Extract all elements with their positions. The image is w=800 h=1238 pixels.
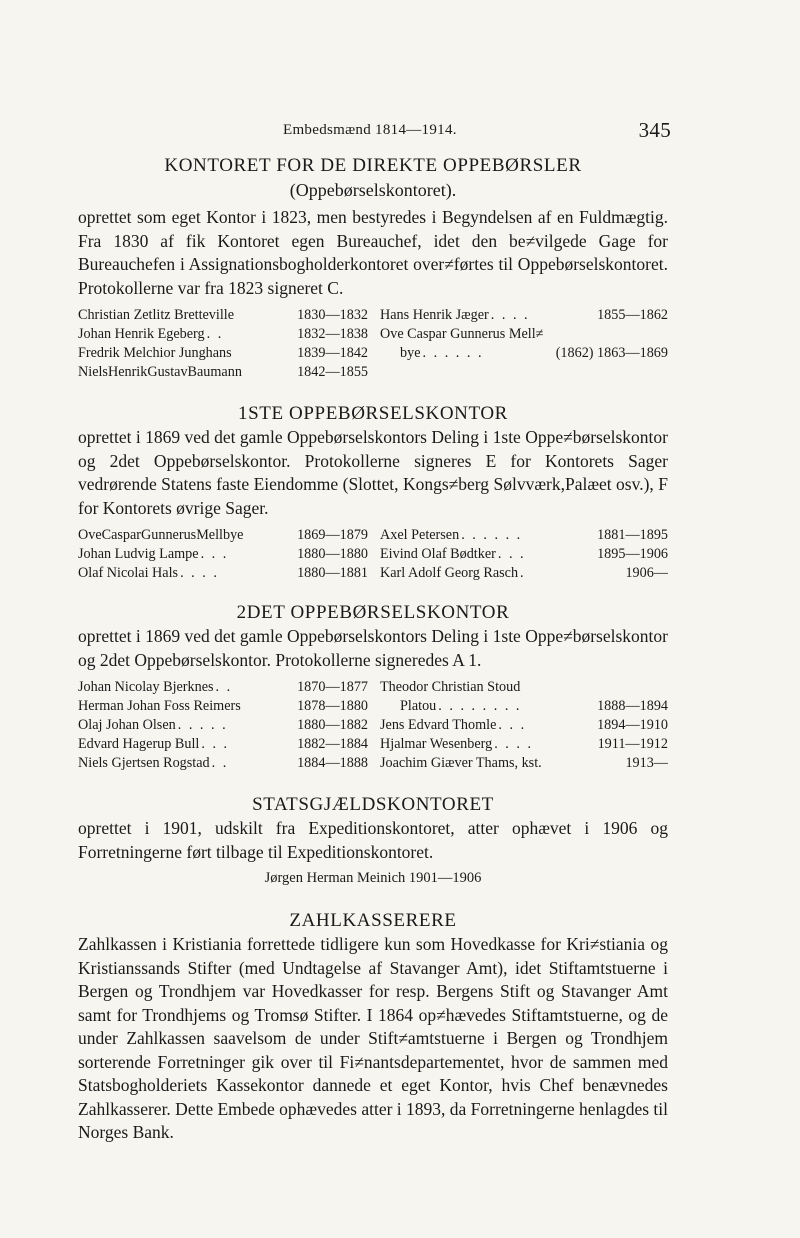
officials-list — [78, 526, 668, 583]
official-entry: Edvard Hagerup Bull . . . 1882—1884 — [78, 736, 368, 752]
section-2det-oppeborselskontor — [78, 601, 668, 773]
officials-right-column — [380, 526, 668, 583]
official-entry: Axel Petersen . . . . . . 1881—1895 — [380, 527, 668, 543]
official-entry: Hjalmar Wesenberg . . . . 1911—1912 — [380, 736, 668, 752]
official-entry: Theodor Christian Stoud — [380, 679, 521, 695]
section-heading: 2DET OPPEBØRSELSKONTOR — [236, 602, 510, 623]
officials-list — [78, 678, 668, 773]
section-heading: STATSGJÆLDSKONTORET — [252, 794, 494, 815]
page-number: 345 — [638, 118, 671, 142]
running-header — [78, 118, 671, 146]
official-entry: Karl Adolf Georg Rasch . 1906— — [380, 565, 668, 581]
official-entry: Johan Henrik Egeberg . . 1832—1838 — [78, 326, 368, 342]
section-heading: ZAHLKASSERERE — [289, 910, 457, 931]
officials-right-column — [380, 306, 668, 382]
section-body: oprettet i 1869 ved det gamle Oppebørselskontors Deling i 1ste Oppe≠børselskontor og 2det Oppebørselskontor. Protokollerne signeres E for Kontorets Sager vedrørende Statens faste Eiendomme (Slottet, Kongs≠berg Sølvværk,Palæet osv.), F for Kontorets øvrige Sager. — [78, 427, 668, 518]
officials-left-column — [78, 678, 368, 773]
section-body: Zahlkassen i Kristiania forrettede tidligere kun som Hovedkasse for Kri≠stiania og Kristianssands Stifter (med Undtagelse af Stavanger Amt), idet Stiftamtstuerne i Bergen og Trondhjem var Hovedkasser for resp. Bergens Stift og Stavanger Amt samt for Trondhjems og Tromsø Stifter. I 1864 op≠hævedes Stiftamtstuerne, og de under Zahlkassen saavelsom de under Stift≠amtstuerne i Bergen og Trondhjem sorterende Forretninger gik over til Fi≠nantsdepartementet, hvor de sammen med Statsbogholderiets Kassekontor dannede et eget Kontor, hvis Chef benævnedes Zahlkasserer. Dette Embede ophævedes atter i 1893, da Forretningerne henlagdes til Norges Bank. — [78, 934, 668, 1142]
officials-right-column — [380, 678, 668, 773]
official-entry: OveCasparGunnerusMellbye 1869—1879 — [78, 527, 368, 543]
header-title: Embedsmænd 1814—1914. — [283, 122, 457, 138]
official-entry: Fredrik Melchior Junghans 1839—1842 — [78, 345, 368, 361]
section-body: oprettet som eget Kontor i 1823, men bestyredes i Begyndelsen af en Fuldmægtig. Fra 1830 af fik Kontoret egen Bureauchef, idet den be≠vilgede Gage for Bureauchefen i Assignationsbogholderkontoret over≠førtes til Oppebørselskontoret. Protokollerne var fra 1823 signeret C. — [78, 207, 668, 298]
officials-left-column — [78, 306, 368, 382]
official-entry: Ove Caspar Gunnerus Mell≠ — [380, 326, 544, 342]
section-subheading: (Oppebørselskontoret). — [289, 180, 457, 200]
official-entry: Hans Henrik Jæger . . . . 1855—1862 — [380, 307, 668, 323]
official-entry: Herman Johan Foss Reimers 1878—1880 — [78, 698, 368, 714]
document-page — [78, 118, 671, 1145]
section-1ste-oppeborselskontor — [78, 402, 668, 583]
section-zahlkasserere — [78, 909, 668, 1145]
official-entry: NielsHenrikGustavBaumann 1842—1855 — [78, 364, 368, 380]
official-entry: Olaj Johan Olsen . . . . . 1880—1882 — [78, 717, 368, 733]
official-entry: Joachim Giæver Thams, kst. 1913— — [380, 755, 668, 771]
official-entry: Johan Ludvig Lampe . . . 1880—1880 — [78, 546, 368, 562]
official-entry: Niels Gjertsen Rogstad . . 1884—1888 — [78, 755, 368, 771]
official-entry: Eivind Olaf Bødtker . . . 1895—1906 — [380, 546, 668, 562]
section-body: oprettet i 1901, udskilt fra Expeditionskontoret, atter ophævet i 1906 og Forretningerne ført tilbage til Expeditionskontoret. — [78, 818, 668, 862]
officials-left-column — [78, 526, 368, 583]
official-entry: Jørgen Herman Meinich 1901—1906 — [264, 870, 482, 886]
section-heading: 1STE OPPEBØRSELSKONTOR — [238, 403, 508, 424]
section-direkte-oppeborsler — [78, 154, 668, 382]
official-entry: Olaf Nicolai Hals . . . . 1880—1881 — [78, 565, 368, 581]
officials-list — [78, 306, 668, 382]
official-entry: bye . . . . . . (1862) 1863—1869 — [400, 345, 668, 361]
official-entry: Christian Zetlitz Bretteville 1830—1832 — [78, 307, 368, 323]
official-entry: Jens Edvard Thomle . . . 1894—1910 — [380, 717, 668, 733]
official-entry: Johan Nicolay Bjerknes . . 1870—1877 — [78, 679, 368, 695]
section-body: oprettet i 1869 ved det gamle Oppebørselskontors Deling i 1ste Oppe≠børselskontor og 2det Oppebørselskontor. Protokollerne signeredes A 1. — [78, 626, 668, 670]
section-heading: KONTORET FOR DE DIREKTE OPPEBØRSLER — [164, 155, 582, 176]
section-statsgjaeldskontoret — [78, 793, 668, 887]
official-entry: Platou . . . . . . . . 1888—1894 — [400, 698, 668, 714]
